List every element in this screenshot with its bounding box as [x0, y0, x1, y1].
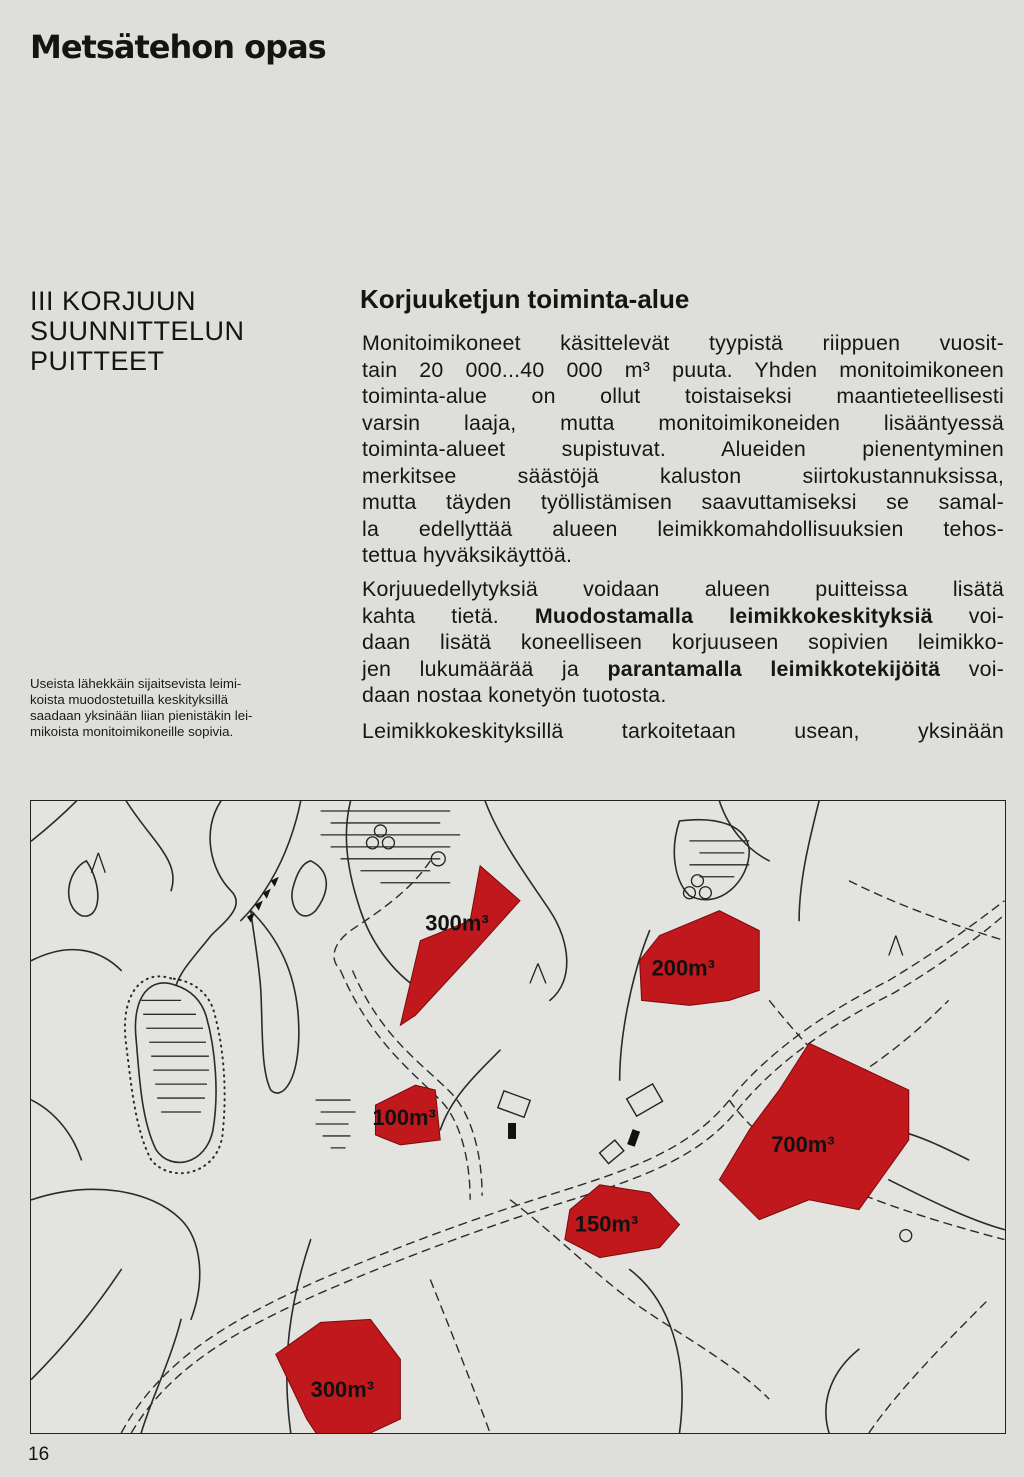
- road: [849, 881, 1005, 941]
- building: [627, 1084, 663, 1116]
- bold-text: parantamalla leimikkotekijöitä: [607, 656, 941, 681]
- contour-line: [251, 911, 299, 1093]
- body-line: varsin laaja, mutta monitoimikoneiden lisääntyessä: [362, 410, 1004, 435]
- boulder-symbol: [900, 1230, 912, 1242]
- body-line: daan nostaa konetyön tuotosta.: [362, 683, 667, 707]
- body-line: Korjuuedellytyksiä voidaan alueen puitteissa lisätä: [362, 577, 1004, 601]
- bog-lines: [689, 841, 749, 877]
- forest-stand-map: [30, 800, 1006, 1434]
- paragraph-3: [362, 718, 1004, 745]
- paragraph-2: [362, 576, 1004, 709]
- body-line: merkitsee säästöjä kaluston siirtokustannuksissa,: [362, 463, 1004, 488]
- stand-label: 150m³: [574, 1211, 639, 1237]
- text-run: voi-: [932, 603, 1004, 628]
- contour-line: [141, 1319, 181, 1433]
- body-line: tain 20 000...40 000 m³ puuta. Yhden monitoimikoneen: [362, 357, 1004, 382]
- stand-300-north: [400, 866, 520, 1025]
- contour-line: [69, 861, 98, 916]
- boulder-symbol: [691, 875, 703, 887]
- contour-line: [799, 801, 819, 921]
- contour-line: [719, 801, 769, 861]
- shoreline: [176, 801, 236, 985]
- tree-symbol: [530, 963, 546, 983]
- body-line: toiminta-alueet supistuvat. Alueiden pienentyminen: [362, 437, 1004, 461]
- caption-line: Useista lähekkäin sijaitsevista leimi-: [30, 676, 242, 691]
- article-title: Korjuuketjun toiminta-alue: [360, 284, 690, 314]
- contour-line: [32, 1270, 122, 1380]
- body-line: [362, 656, 1004, 683]
- text-run: jen lukumäärää ja: [362, 656, 608, 681]
- body-line: la edellyttää alueen leimikkomahdollisuuksien tehos-: [362, 516, 1004, 541]
- bold-text: Muodostamalla leimikkokeskityksiä: [534, 603, 933, 628]
- road: [869, 1299, 989, 1433]
- body-line: toiminta-alue on ollut toistaiseksi maantieteellisesti: [362, 384, 1004, 408]
- body-line: [362, 603, 1004, 630]
- contour-line: [889, 1180, 1005, 1230]
- contour-line: [32, 801, 77, 841]
- shoreline: [241, 801, 301, 921]
- section-heading-line: III KORJUUN: [30, 286, 197, 316]
- building-block: [627, 1129, 640, 1147]
- boulder-symbol: [683, 887, 695, 899]
- contour-line: [826, 1349, 859, 1433]
- boulder-symbol: [699, 887, 711, 899]
- building: [600, 1140, 624, 1164]
- caption-line: mikoista monitoimikoneille sopivia.: [30, 724, 234, 739]
- brand-title: Metsätehon opas: [30, 28, 326, 66]
- contour-line: [32, 1189, 200, 1319]
- figure-caption: [30, 676, 332, 740]
- text-run: voi-: [940, 656, 1004, 681]
- body-line: mutta täyden työllistämisen saavuttamiseksi se samal-: [362, 490, 1004, 514]
- section-heading: [30, 286, 320, 376]
- building-block: [508, 1123, 516, 1139]
- lake-outline: [135, 983, 216, 1163]
- tree-symbol: [91, 853, 105, 873]
- body-line: tettua hyväksikäyttöä.: [362, 543, 573, 567]
- contour-line: [346, 801, 420, 990]
- bog-lines: [321, 811, 461, 883]
- stand-label: 300m³: [425, 910, 489, 936]
- bog-lines: [316, 1100, 356, 1148]
- page-number: 16: [28, 1444, 50, 1465]
- stand-label: 700m³: [771, 1131, 835, 1157]
- contour-line: [32, 1100, 82, 1160]
- stand-label: 200m³: [651, 955, 715, 981]
- cliff-marks: [247, 877, 279, 923]
- map-illustration: [31, 801, 1005, 1433]
- buildings: [498, 1084, 663, 1164]
- contour-line: [630, 1270, 682, 1433]
- body-line: Monitoimikoneet käsittelevät tyypistä riippuen vuosit-: [362, 331, 1004, 355]
- building-fills: [508, 1123, 640, 1147]
- paragraph-1: [362, 330, 1004, 569]
- section-heading-line: PUITTEET: [30, 346, 165, 376]
- building: [498, 1091, 530, 1117]
- text-run: kahta tietä.: [362, 603, 535, 628]
- body-line: Leimikkokeskityksillä tarkoitetaan usean, yksinään: [362, 719, 1004, 743]
- stand-label: 300m³: [310, 1377, 375, 1403]
- stand-label: 100m³: [372, 1104, 436, 1130]
- body-line: daan lisätä koneelliseen korjuuseen sopivien leimikko-: [362, 630, 1004, 654]
- caption-line: koista muodostetuilla keskityksillä: [30, 692, 229, 707]
- section-heading-line: SUUNNITTELUN: [30, 316, 245, 346]
- caption-line: saadaan yksinään liian pienistäkin lei-: [30, 708, 253, 723]
- road: [430, 1279, 490, 1433]
- contour-line: [292, 861, 326, 916]
- contour-line: [440, 1050, 500, 1130]
- tree-symbol: [889, 936, 903, 956]
- contour-line: [126, 801, 173, 891]
- bog-lines: [141, 1000, 209, 1112]
- contour-line: [32, 950, 122, 971]
